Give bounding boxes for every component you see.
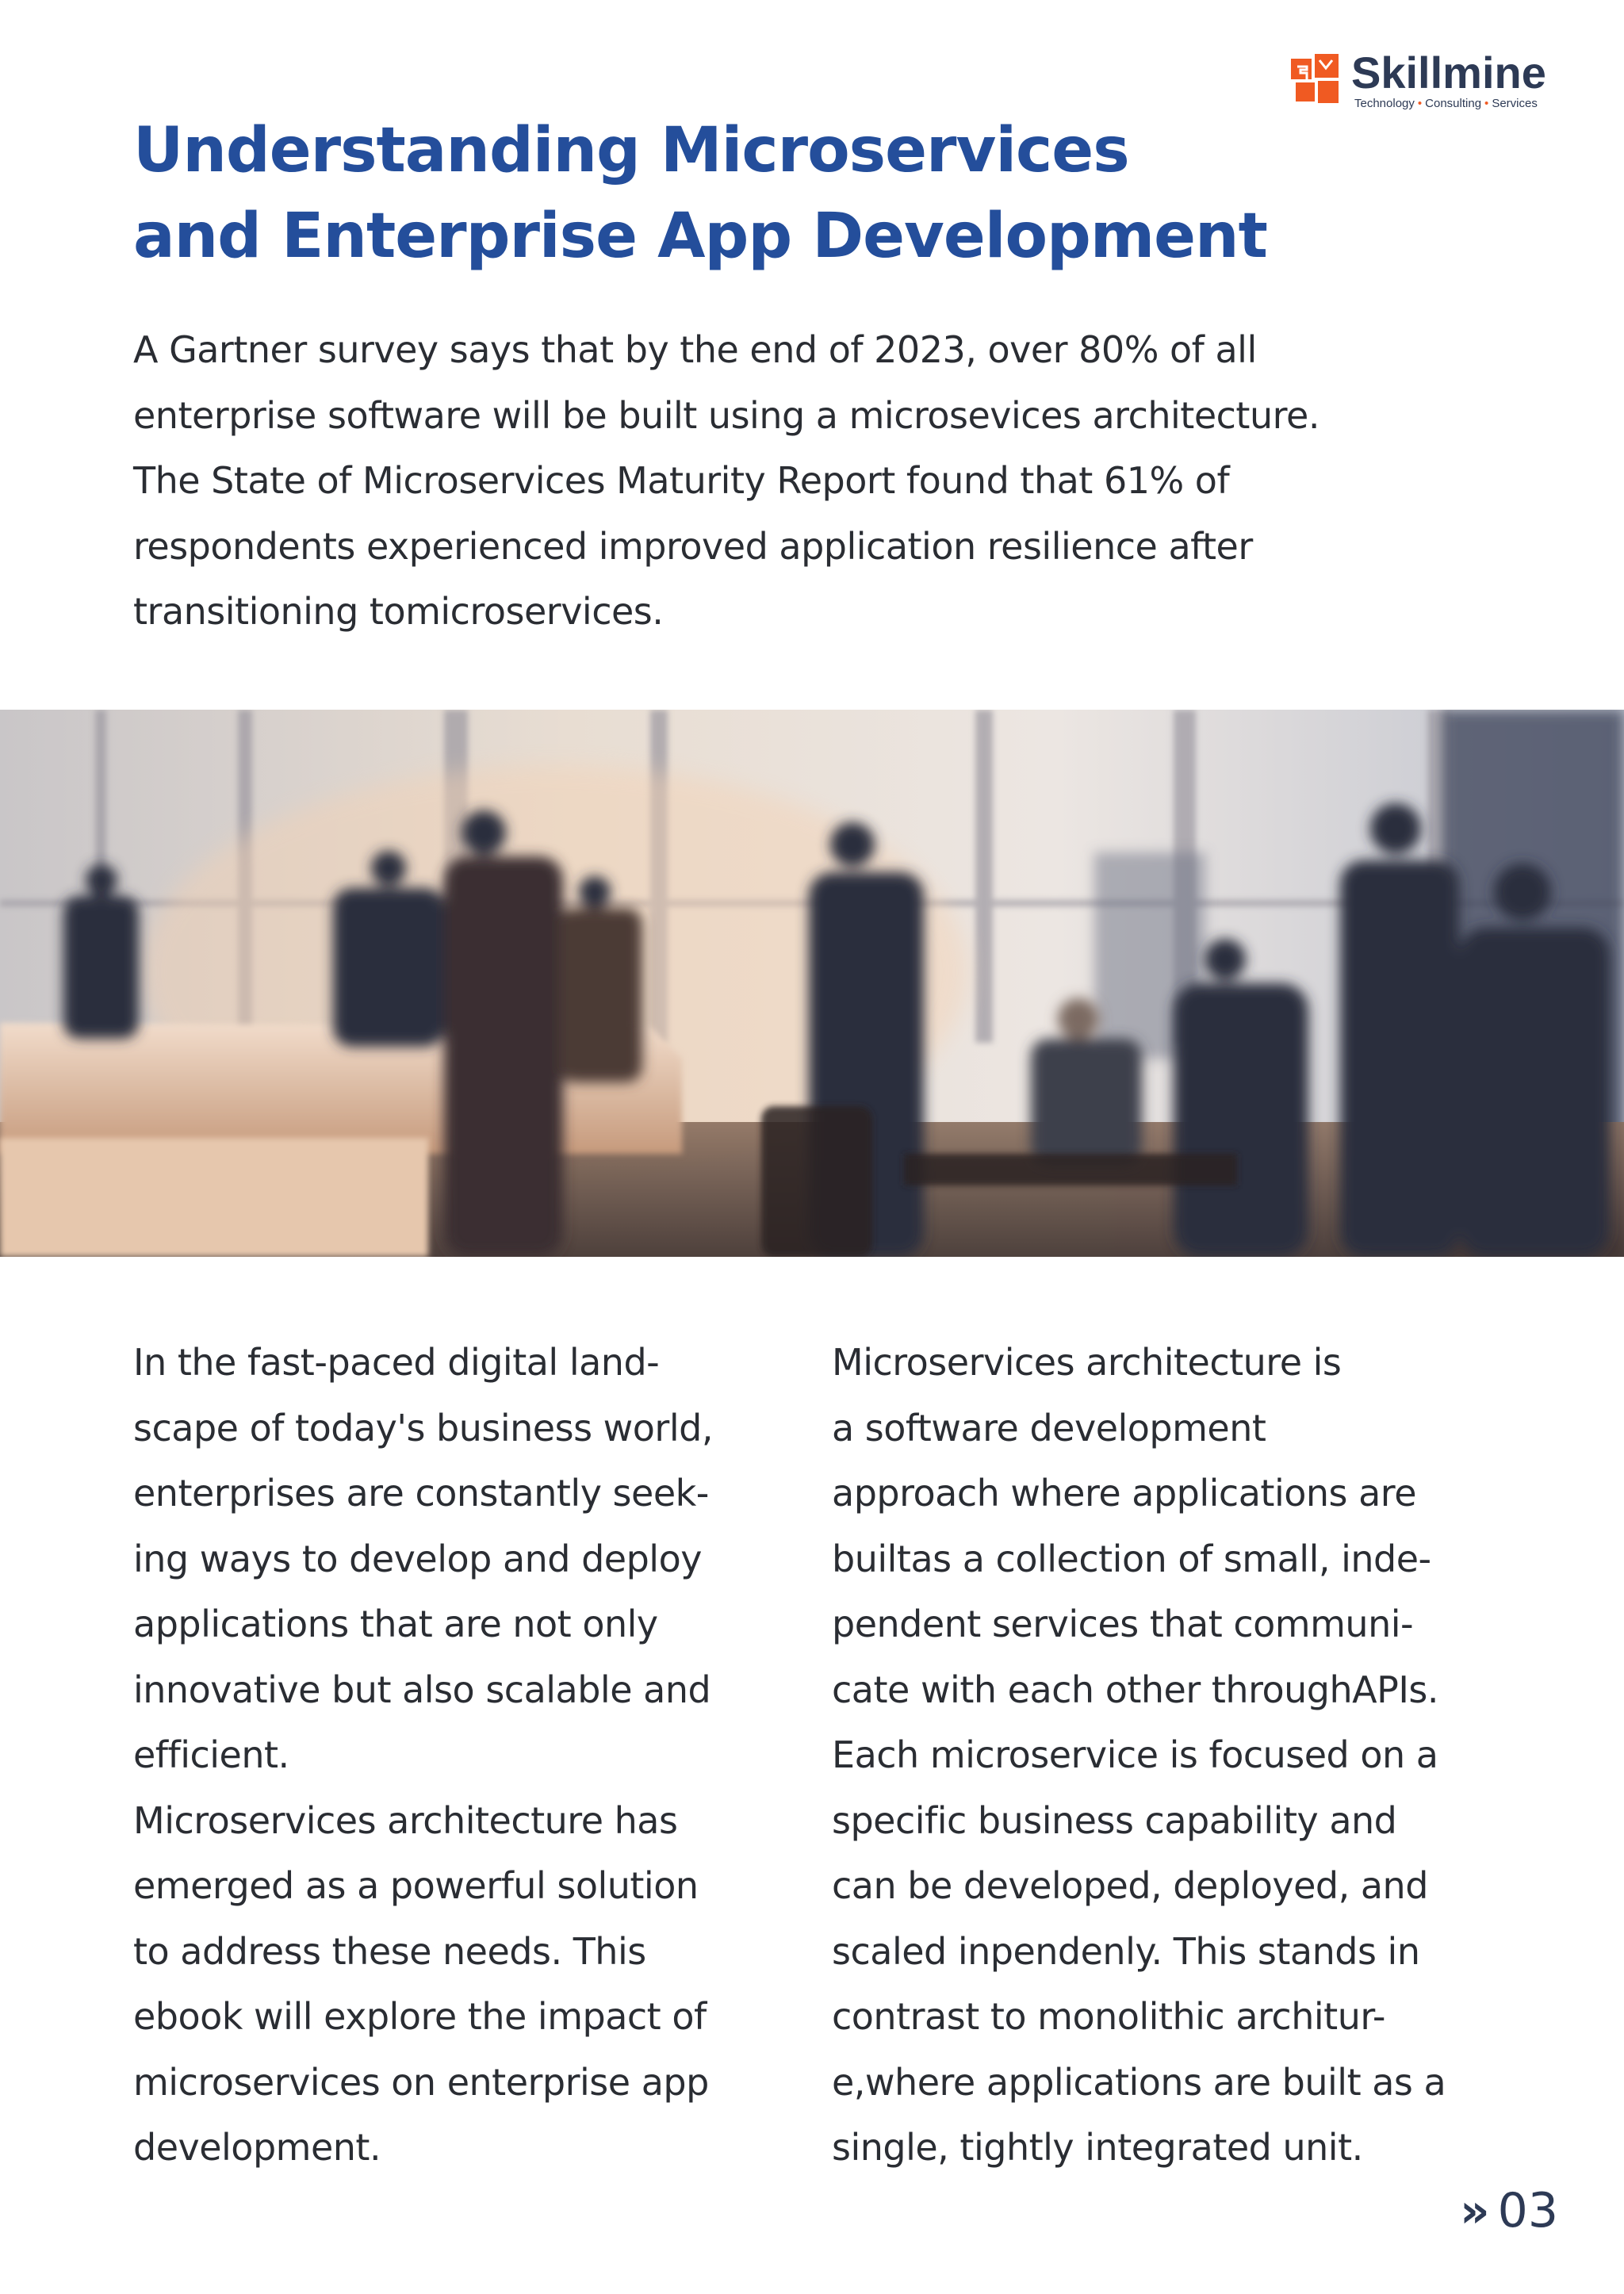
intro-paragraph	[133, 317, 1505, 645]
skillmine-logo-icon	[1291, 54, 1342, 106]
text-line: cate with each other throughAPIs.	[832, 1668, 1438, 1711]
text-line: Each microservice is focused on a	[832, 1733, 1438, 1776]
text-line: a software development	[832, 1406, 1266, 1450]
brand-tagline: Technology • Consulting • Services	[1354, 97, 1538, 110]
text-line: enterprise software will be built using a microsevices architecture.	[133, 393, 1320, 437]
title-line: and Enterprise App Development	[133, 201, 1267, 272]
brand-name: Skillmine	[1351, 48, 1546, 98]
text-line: Microservices architecture has	[133, 1798, 678, 1842]
text-line: can be developed, deployed, and	[832, 1864, 1428, 1907]
text-line: pendent services that communi-	[832, 1603, 1414, 1645]
text-line: contrast to monolithic architur-	[832, 1995, 1385, 2038]
text-line: emerged as a powerful solution	[133, 1864, 699, 1907]
text-line: applications that are not only	[133, 1603, 658, 1645]
page-title	[133, 108, 1402, 279]
text-line: scape of today's business world,	[133, 1406, 713, 1450]
text-line: In the fast-paced digital land-	[133, 1341, 660, 1384]
text-line: respondents experienced improved application resilience after	[133, 524, 1253, 568]
brand-logo	[1291, 48, 1561, 114]
page-number-value: 03	[1497, 2183, 1558, 2238]
text-line: ing ways to develop and deploy	[133, 1537, 702, 1580]
text-line: microservices on enterprise app	[133, 2060, 709, 2104]
text-line: transitioning tomicroservices.	[133, 590, 664, 633]
text-line: enterprises are constantly seek-	[133, 1472, 709, 1515]
text-line: to address these needs. This	[133, 1929, 646, 1973]
left-column-text	[133, 1330, 799, 2181]
text-line: e,where applications are built as a	[832, 2060, 1446, 2104]
title-line: Understanding Microservices	[133, 115, 1129, 186]
text-line: The State of Microservices Maturity Report found that 61% of	[133, 459, 1230, 502]
double-chevron-icon: »	[1460, 2184, 1490, 2238]
text-line: approach where applications are	[832, 1472, 1417, 1515]
page-number	[1460, 2183, 1558, 2238]
office-photo	[0, 710, 1624, 1257]
text-line: innovative but also scalable and	[133, 1668, 711, 1711]
text-line: A Gartner survey says that by the end of 2023, over 80% of all	[133, 328, 1257, 371]
text-line: builtas a collection of small, inde-	[832, 1537, 1431, 1580]
text-line: development.	[133, 2126, 381, 2169]
text-line: scaled inpendenly. This stands in	[832, 1929, 1420, 1973]
text-line: Microservices architecture is	[832, 1341, 1342, 1384]
right-column-text	[832, 1330, 1545, 2181]
text-line: ebook will explore the impact of	[133, 1995, 707, 2038]
text-line: single, tightly integrated unit.	[832, 2126, 1363, 2169]
text-line: specific business capability and	[832, 1798, 1397, 1842]
office-people-photo	[0, 710, 1624, 1257]
text-line: efficient.	[133, 1733, 289, 1776]
